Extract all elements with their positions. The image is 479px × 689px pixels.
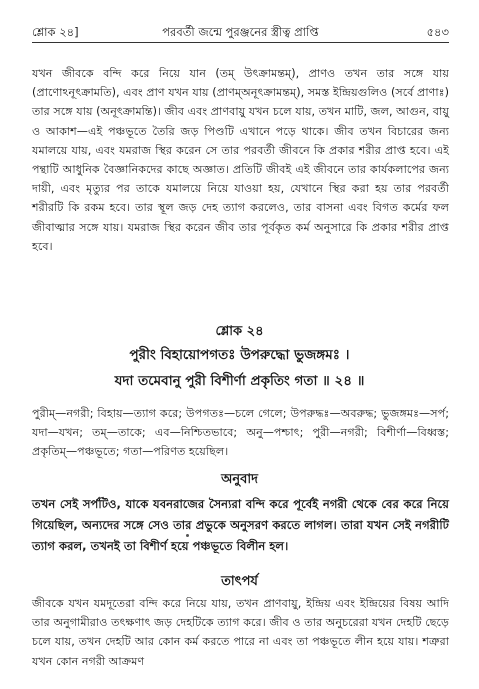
page-header	[32, 20, 449, 42]
purport-heading: তাৎপর্য	[221, 574, 258, 589]
purport-continued: যখন জীবকে বন্দি করে নিয়ে যান (তম্ উৎক্রামন্তম্), প্রাণও তখন তার সঙ্গে যায় (প্রাণোঽনূৎক্রামতি), এবং প্রাণ যখন যায় (প্রাণম্অনূৎক্রামন্তম্), সমস্ত ইন্দ্রিয়গুলিও (সর্বে প্রাণাঃ) তার সঙ্গে যায় (অনূৎক্রামন্তি)। জীব এবং প্রাণবায়ু যখন চলে যায়, তখন মাটি, জল, আগুন, বায়ু ও আকাশ—এই পঞ্চভূতে তৈরি জড় পিণ্ডটি এখানে পড়ে থাকে। জীব তখন বিচারের জন্য যমালয়ে যায়, এবং যমরাজ স্থির করেন সে তার পরবর্তী জীবনে কি প্রকার শরীর প্রাপ্ত হবে। এই পন্থাটি আধুনিক বৈজ্ঞানিকদের কাছে অজ্ঞাত। প্রতিটি জীবই এই জীবনে তার কার্যকলাপের জন্য দায়ী, এবং মৃত্যুর পর তাকে যমালয়ে নিয়ে যাওয়া হয়, যেখানে স্থির করা হয় তার পরবর্তী শরীরটি কি রকম হবে। তার স্থূল জড় দেহ ত্যাগ করলেও, তার বাসনা এবং বিগত কর্মের ফল জীবাত্মার সঙ্গে যায়। যমরাজ স্থির করেন জীব তার পূর্বকৃত কর্ম অনুসারে কি প্রকার শরীর প্রাপ্ত হবে।	[32, 67, 449, 253]
verse-line-1: পুরীং বিহায়োপগতঃ উপরুদ্ধো ভুজঙ্গমঃ ।	[129, 347, 350, 363]
page-number: ৫৪৩	[426, 25, 449, 39]
verse-reference: শ্লোক ২৪]	[32, 25, 79, 39]
translation-text: তখন সেই সর্পটিও, যাকে যবনরাজের সৈন্যরা বন্দি করে পূর্বেই নগরী থেকে বের করে নিয়ে গিয়েছিল, অন্যদের সঙ্গে সেও তার প্রভুকে অনুসরণ করতে লাগল। তারা যখন সেই নগরীটি ত্যাগ করল, তখনই তা বিশীর্ণ হয়ে পঞ্চভূতে বিলীন হল।	[32, 497, 449, 553]
purport-text: জীবকে যখন যমদূতেরা বন্দি করে নিয়ে যায়, তখন প্রাণবায়ু, ইন্দ্রিয় এবং ইন্দ্রিয়ের বিষয় আদি তার অনুগামীরাও তৎক্ষণাৎ জড় দেহটিকে ত্যাগ করে। জীব ও তার অনুচরেরা যখন দেহটি ছেড়ে চলে যায়, তখন দেহটি আর কোন কর্ম করতে পারে না এবং তা পঞ্চভূতে লীন হয়ে যায়। শত্রুরা যখন কোন নগরী আক্রমণ	[32, 597, 449, 668]
verse-line-2: যদা তমেবানু পুরী বিশীর্ণা প্রকৃতিং গতা ॥ ২৪ ॥	[114, 373, 365, 389]
synonyms: পুরীম্—নগরী; বিহায়—ত্যাগ করে; উপগতঃ—চলে গেলে; উপরুদ্ধঃ—অবরুদ্ধ; ভুজঙ্গমঃ—সর্প; যদা—যখন; তম্—তাকে; এব—নিশ্চিতভাবে; অনু—পশ্চাৎ; পুরী—নগরী; বিশীর্ণা—বিধ্বস্ত; প্রকৃতিম্—পঞ্চভূতে; গতা—পরিণত হয়েছিল।	[32, 407, 449, 459]
ink-speck	[186, 534, 189, 537]
running-title: পরবর্তী জন্মে পুরঞ্জনের স্ত্রীত্ব প্রাপ্তি	[162, 25, 319, 39]
verse-title: শ্লোক ২৪	[215, 324, 264, 339]
translation-heading: অনুবাদ	[221, 472, 258, 487]
header-rule	[32, 42, 449, 43]
